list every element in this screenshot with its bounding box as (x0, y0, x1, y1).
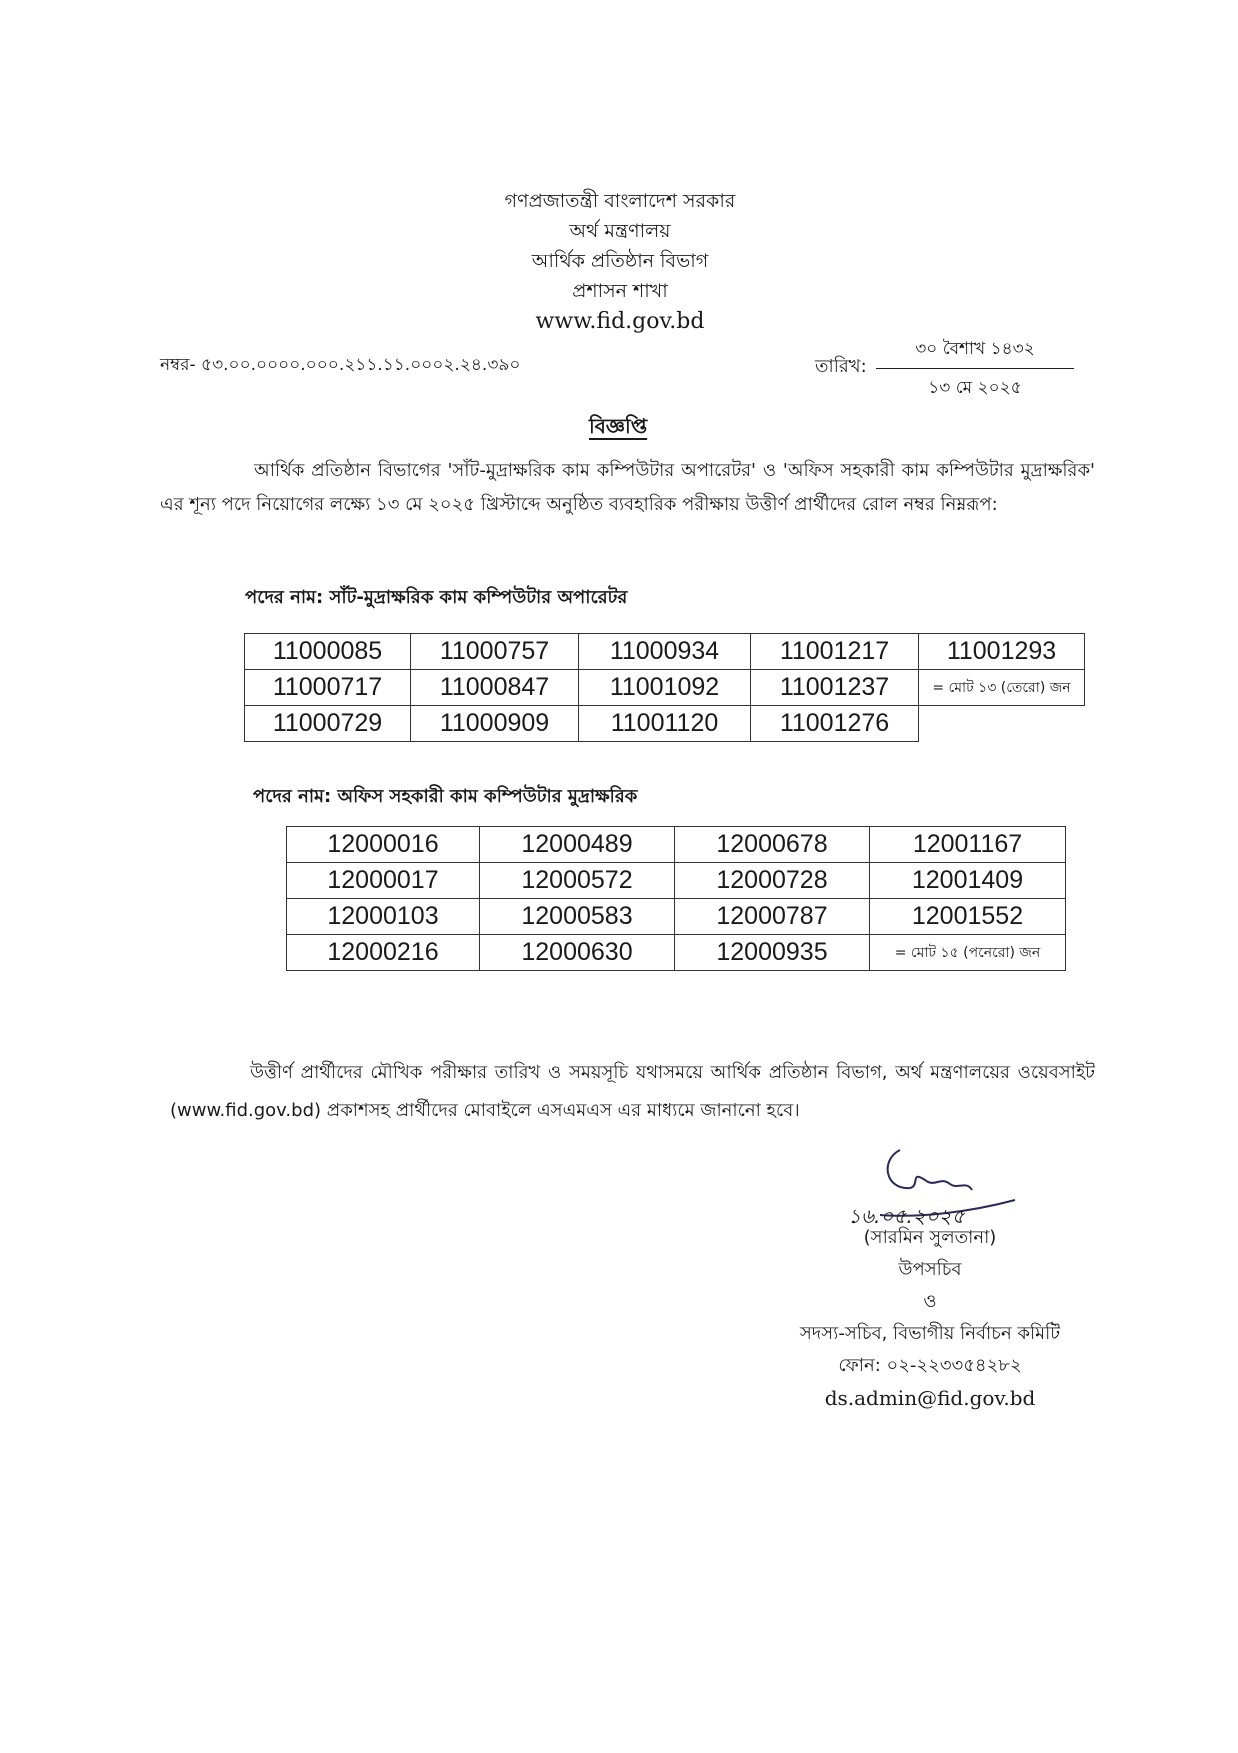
signatory-email[interactable]: ds.admin@fid.gov.bd (824, 1386, 1036, 1410)
table-row (245, 670, 1085, 706)
roll-number: 11000757 (411, 634, 579, 670)
signatory-role: সদস্য-সচিব, বিভাগীয় নির্বাচন কমিটি (799, 1323, 1061, 1344)
roll-number: 12000935 (675, 935, 870, 971)
conjunction: ও (923, 1291, 937, 1312)
post1-total: = মোট ১৩ (তেরো) জন (919, 670, 1085, 706)
post1-roll-table (244, 633, 1085, 742)
bangla-date: ৩০ বৈশাখ ১৪৩২ (876, 336, 1074, 369)
post2-title: পদের নাম: অফিস সহকারী কাম কম্পিউটার মুদ্রাক্ষরিক (253, 786, 638, 807)
roll-number: 11000847 (411, 670, 579, 706)
post2-roll-table (286, 826, 1066, 971)
memo-number: নম্বর- ৫৩.০০.০০০০.০০০.২১১.১১.০০০২.২৪.৩৯০ (160, 355, 521, 375)
roll-number: 11001293 (919, 634, 1085, 670)
signatory-phone: ফোন: ০২-২২৩৩৫৪২৮২ (838, 1355, 1022, 1376)
ministry-name: অর্থ মন্ত্রণালয় (569, 220, 671, 242)
roll-number: 12000583 (480, 899, 675, 935)
website-link[interactable]: www.fid.gov.bd (535, 309, 705, 334)
gregorian-date: ১৩ মে ২০২৫ (928, 378, 1022, 398)
roll-number: 12000678 (675, 827, 870, 863)
signature-date: ১৬.০৫.২০২৫ (848, 1204, 965, 1228)
roll-number: 12001552 (870, 899, 1066, 935)
roll-number: 12000216 (287, 935, 480, 971)
letterhead (420, 186, 820, 338)
division-name: আর্থিক প্রতিষ্ঠান বিভাগ (531, 250, 709, 272)
table-row (287, 899, 1066, 935)
roll-number: 12000016 (287, 827, 480, 863)
roll-number: 11001237 (751, 670, 919, 706)
signatory-designation: উপসচিব (898, 1259, 962, 1280)
notice-title: বিজ্ঞপ্তি (589, 414, 648, 438)
roll-number: 11000085 (245, 634, 411, 670)
roll-number: 11001120 (579, 706, 751, 742)
table-row (287, 827, 1066, 863)
post2-total: = মোট ১৫ (পনেরো) জন (870, 935, 1066, 971)
roll-number: 11000934 (579, 634, 751, 670)
roll-number: 12001409 (870, 863, 1066, 899)
government-name: গণপ্রজাতন্ত্রী বাংলাদেশ সরকার (504, 190, 736, 212)
roll-number: 12000489 (480, 827, 675, 863)
branch-name: প্রশাসন শাখা (572, 280, 668, 302)
roll-number: 11000909 (411, 706, 579, 742)
roll-number: 11001276 (751, 706, 919, 742)
table-row (287, 935, 1066, 971)
roll-number: 11000729 (245, 706, 411, 742)
post1-title: পদের নাম: সাঁট-মুদ্রাক্ষরিক কাম কম্পিউটার অপারেটর (245, 587, 628, 608)
empty-cell (919, 706, 1085, 742)
table-row (245, 706, 1085, 742)
roll-number: 12000017 (287, 863, 480, 899)
roll-number: 12000630 (480, 935, 675, 971)
roll-number: 11001092 (579, 670, 751, 706)
date-block (876, 336, 1074, 403)
roll-number: 12000572 (480, 863, 675, 899)
closing-paragraph: উত্তীর্ণ প্রার্থীদের মৌখিক পরীক্ষার তারিখ ও সময়সূচি যথাসময়ে আর্থিক প্রতিষ্ঠান বিভাগ, অর্থ মন্ত্রণালয়ের ওয়েবসাইট (www.fid.gov.bd) প্রকাশসহ প্রার্থীদের মোবাইলে এসএমএস এর মাধ্যমে জানানো হবে। (170, 1062, 1095, 1121)
roll-number: 11001217 (751, 634, 919, 670)
roll-number: 11000717 (245, 670, 411, 706)
roll-number: 12000103 (287, 899, 480, 935)
signatory-name: (সারমিন সুলতানা) (863, 1227, 997, 1248)
signatory-details (770, 1222, 1090, 1414)
roll-number: 12000787 (675, 899, 870, 935)
roll-number: 12001167 (870, 827, 1066, 863)
table-row (287, 863, 1066, 899)
date-label: তারিখ: (815, 356, 867, 377)
table-row (245, 634, 1085, 670)
roll-number: 12000728 (675, 863, 870, 899)
intro-paragraph: আর্থিক প্রতিষ্ঠান বিভাগের 'সাঁট-মুদ্রাক্ষরিক কাম কম্পিউটার অপারেটর' ও 'অফিস সহকারী কাম কম্পিউটার মুদ্রাক্ষরিক' এর শূন্য পদে নিয়োগের লক্ষ্যে ১৩ মে ২০২৫ খ্রিস্টাব্দে অনুষ্ঠিত ব্যবহারিক পরীক্ষায় উত্তীর্ণ প্রার্থীদের রোল নম্বর নিম্নরূপ: (160, 460, 1095, 515)
